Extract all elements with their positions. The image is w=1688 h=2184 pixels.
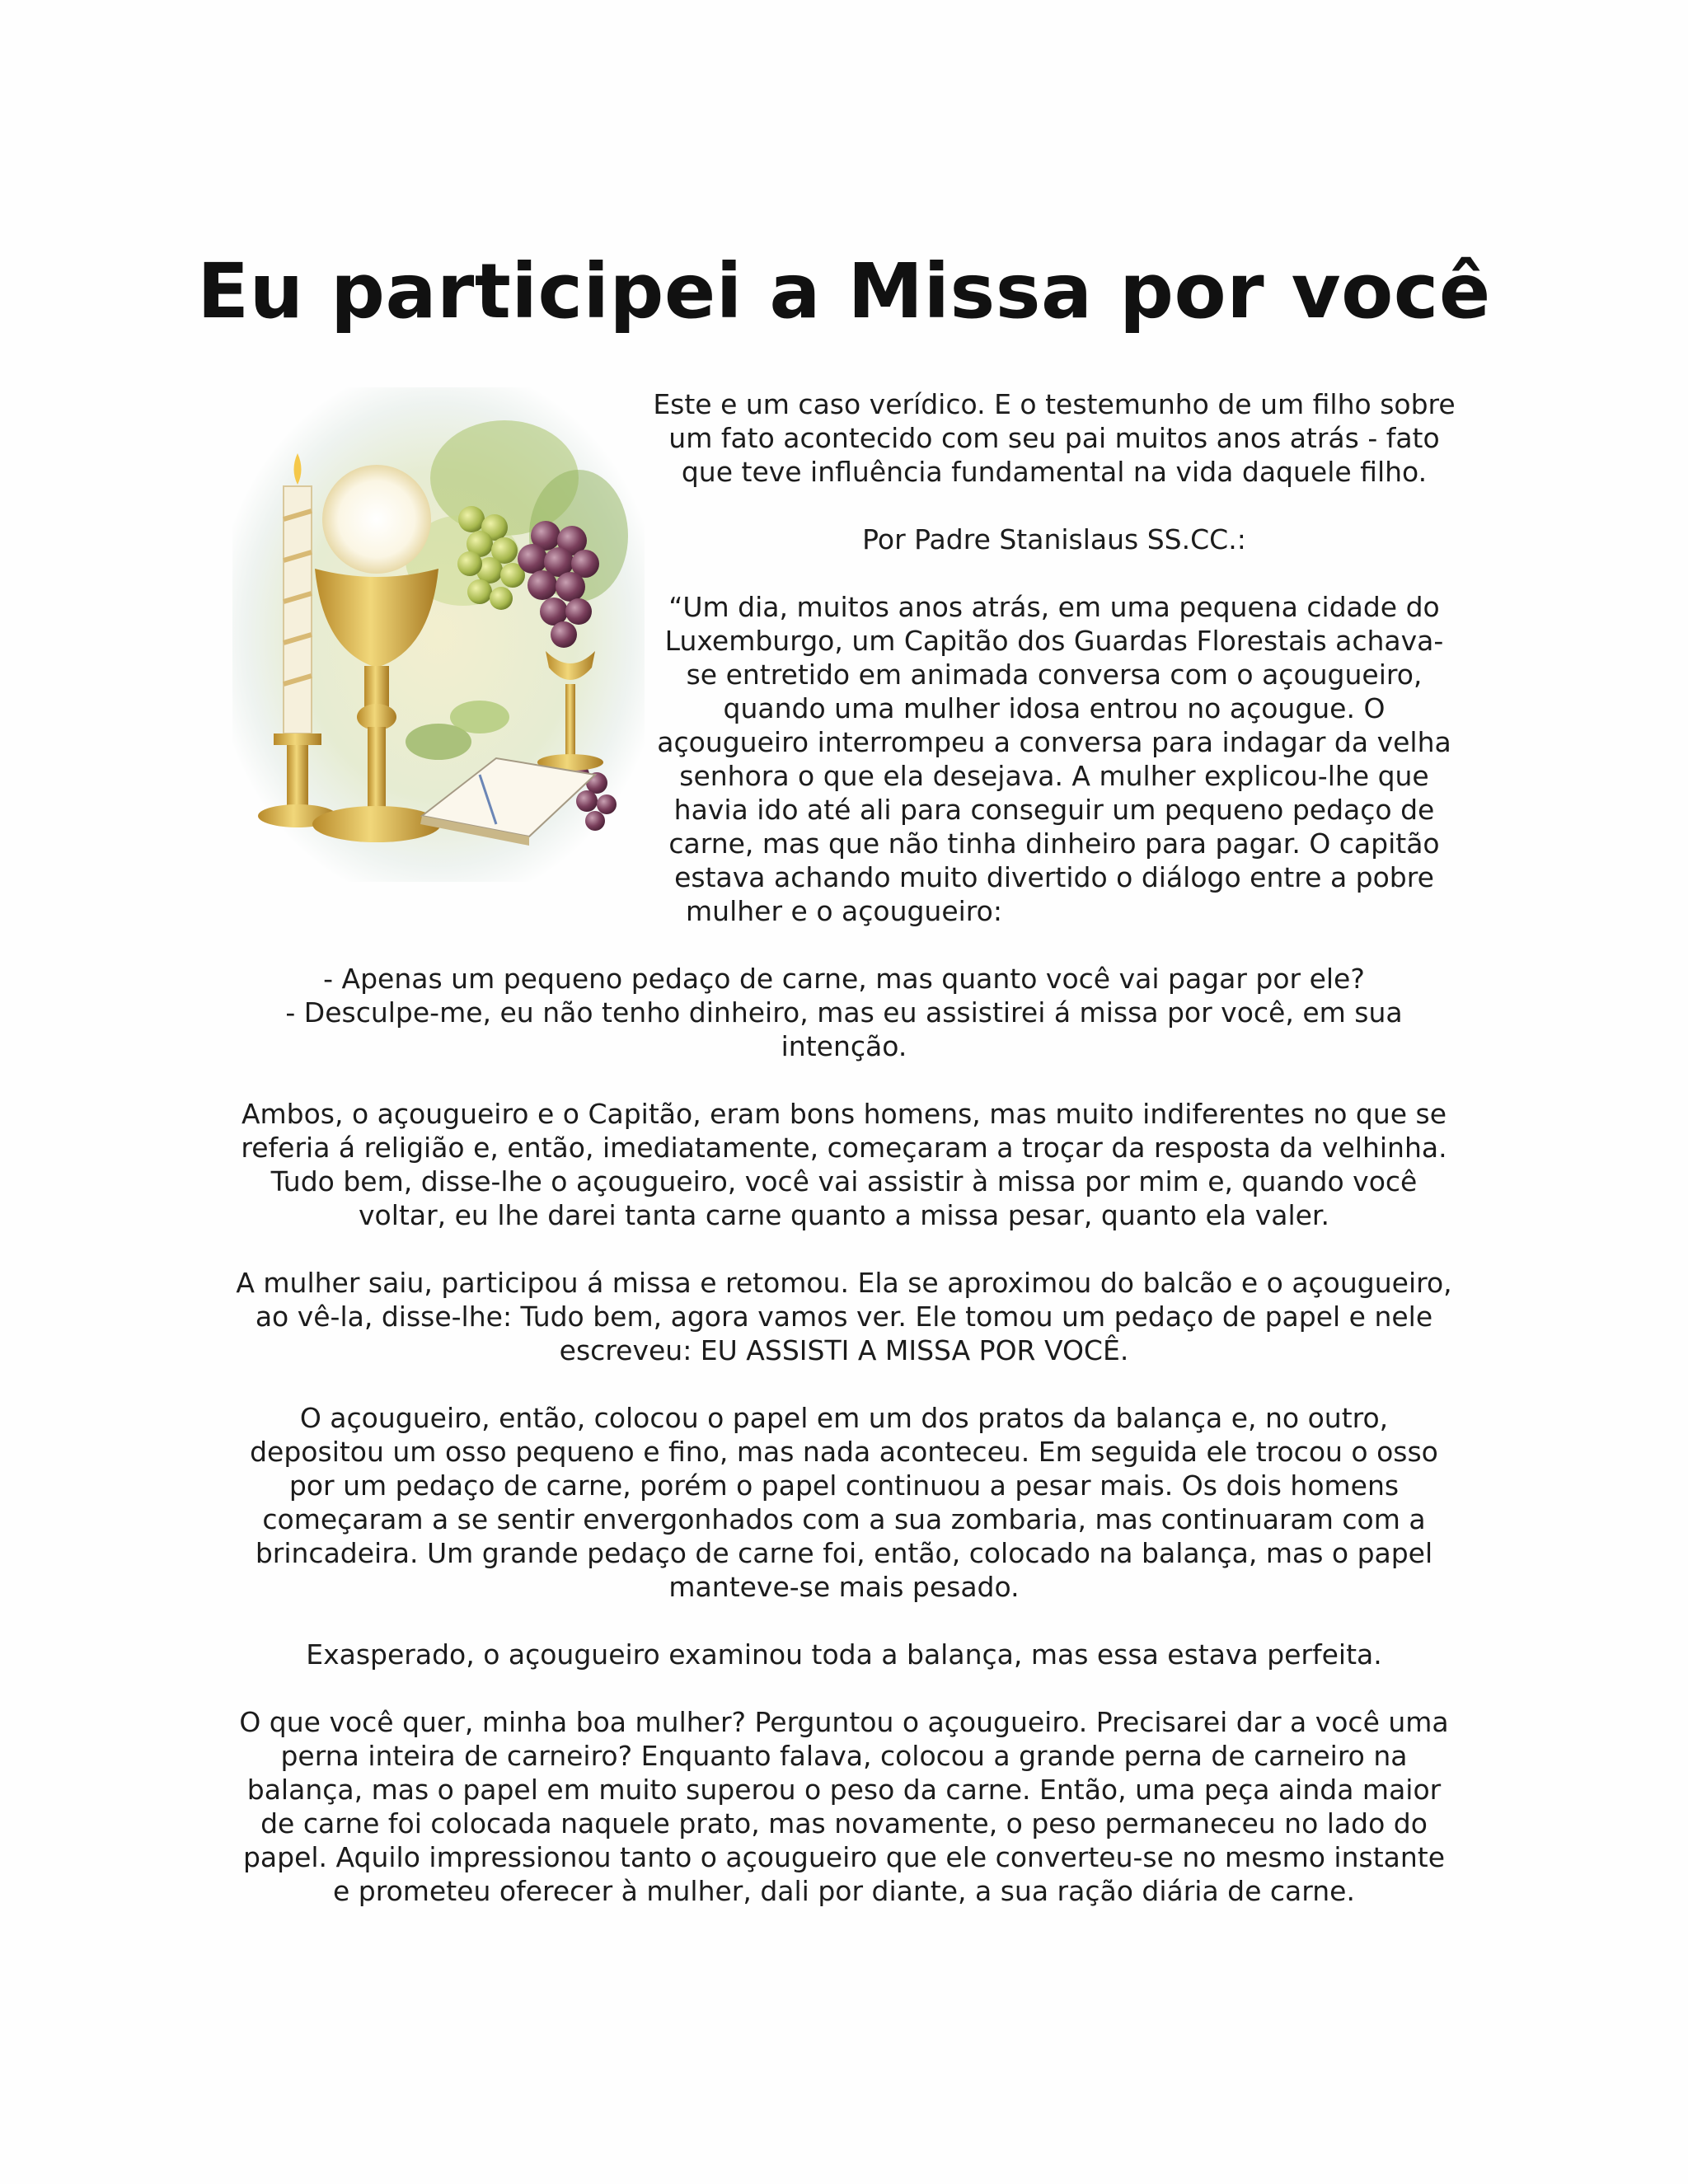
page-title: Eu participei a Missa por você: [197, 246, 1491, 335]
story-paragraph: O que você quer, minha boa mulher? Perguntou o açougueiro. Precisarei dar a você uma perna inteira de carneiro? Enquanto falava, colocou a grande perna de carneiro na balança, mas o papel em muito superou o peso da carne. Então, uma peça ainda maior de carne foi colocada naquele prato, mas novamente, o peso permaneceu no lado do papel. Aquilo impressionou tanto o açougueiro que ele converteu-se no mesmo instante e prometeu oferecer à mulher, dali por diante, a sua ração diária de carne.: [239, 1706, 1449, 1907]
story-paragraph: “Um dia, muitos anos atrás, em uma pequena cidade do Luxemburgo, um Capitão dos Guardas Florestais achava-se entretido em animada conversa com o açougueiro, quando uma mulher idosa entrou no açougue. O açougueiro interrompeu a conversa para indagar da velha senhora o que ela desejava. A mulher explicou-lhe que havia ido até ali para conseguir um pequeno pedaço de carne, mas que não tinha dinheiro para pagar. O capitão estava achando muito divertido o diálogo entre a pobre mulher e o açougueiro:: [657, 591, 1451, 927]
illustration-spacer: [232, 387, 645, 882]
dialogue-line: - Desculpe-me, eu não tenho dinheiro, mas eu assistirei á missa por você, em sua intenção.: [285, 996, 1403, 1062]
story-paragraph: O açougueiro, então, colocou o papel em um dos pratos da balança e, no outro, depositou um osso pequeno e fino, mas nada aconteceu. Em seguida ele trocou o osso por um pedaço de carne, porém o papel continuou a pesar mais. Os dois homens começaram a se sentir envergonhados com a sua zombaria, mas continuaram com a brincadeira. Um grande pedaço de carne foi, então, colocado na balança, mas o papel manteve-se mais pesado.: [250, 1402, 1438, 1603]
story-paragraph: Exasperado, o açougueiro examinou toda a balança, mas essa estava perfeita.: [306, 1638, 1382, 1671]
intro-paragraph: Este e um caso verídico. E o testemunho de um filho sobre um fato acontecido com seu pai muitos anos atrás - fato que teve influência fundamental na vida daquele filho.: [653, 388, 1456, 488]
story-paragraph: Ambos, o açougueiro e o Capitão, eram bons homens, mas muito indiferentes no que se referia á religião e, então, imediatamente, começaram a troçar da resposta da velhinha. Tudo bem, disse-lhe o açougueiro, você vai assistir à missa por mim e, quando você voltar, eu lhe darei tanta carne quanto a missa pesar, quanto ela valer.: [241, 1098, 1447, 1231]
dialogue-line: - Apenas um pequeno pedaço de carne, mas quanto você vai pagar por ele?: [323, 963, 1365, 995]
article-body: [232, 387, 1456, 1942]
byline: Por Padre Stanislaus SS.CC.:: [862, 523, 1246, 555]
story-paragraph: A mulher saiu, participou á missa e retomou. Ela se aproximou do balcão e o açougueiro, ao vê-la, disse-lhe: Tudo bem, agora vamos ver. Ele tomou um pedaço de papel e nele escreveu: EU ASSISTI A MISSA POR VOCÊ.: [236, 1267, 1452, 1366]
